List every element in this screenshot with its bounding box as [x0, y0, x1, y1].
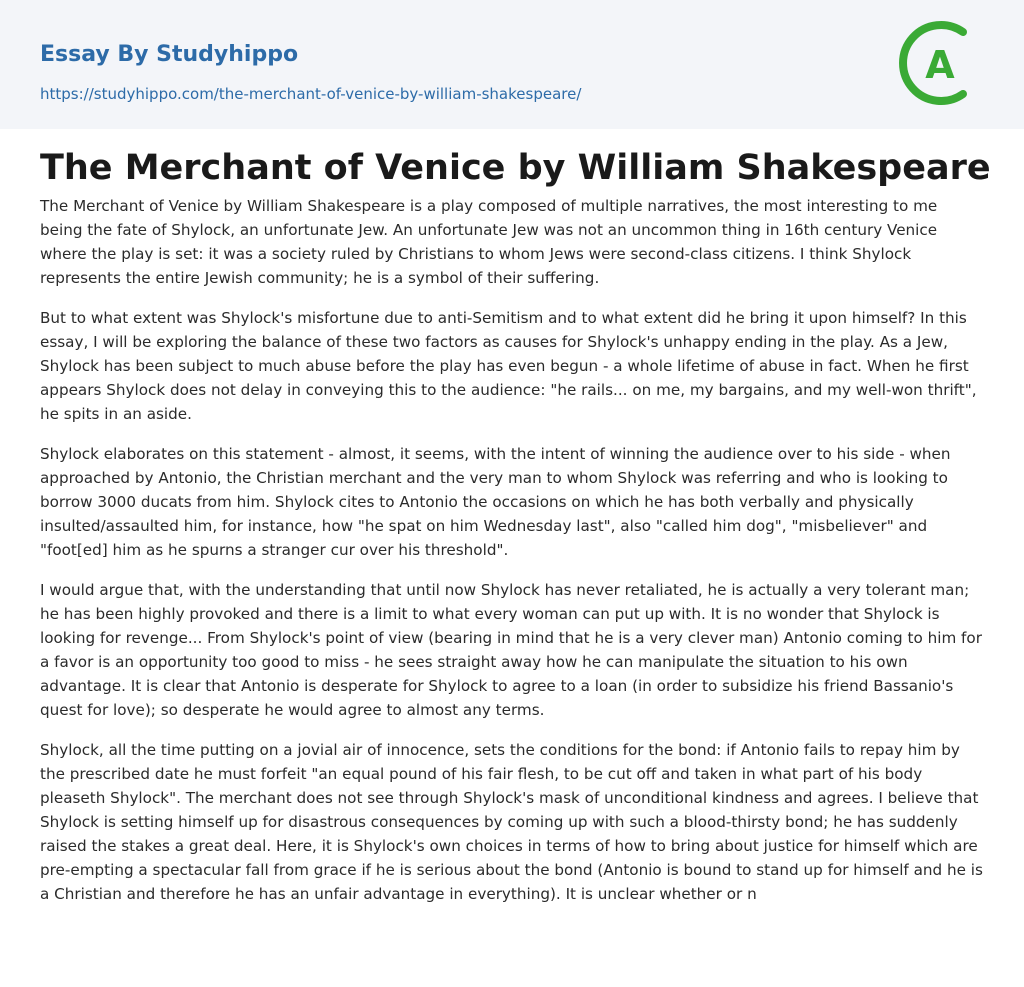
article-paragraph: I would argue that, with the understanding that until now Shylock has never retaliated, he is actually a very tolerant man; he has been highly provoked and there is a limit to what every woman can put up with. It is no wonder that Shylock is looking for revenge... From Shylock's point of view (bearing in mind that he is a very clever man) Antonio coming to him for a favor is an opportunity too good to miss - he sees straight away how he can manipulate the situation to his own advantage. It is clear that Antonio is desperate for Shylock to agree to a loan (in order to subsidize his friend Bassanio's quest for love); so desperate he would agree to almost any terms. [40, 581, 982, 719]
article-title: The Merchant of Venice by William Shakespeare [40, 148, 991, 188]
article-paragraph: Shylock, all the time putting on a jovial air of innocence, sets the conditions for the bond: if Antonio fails to repay him by the prescribed date he must forfeit "an equal pound of his fair flesh, to be cut off and taken in what part of his body pleaseth Shylock". The merchant does not see through Shylock's mask of unconditional kindness and agrees. I believe that Shylock is setting himself up for disastrous consequences by coming up with such a blood-thirsty bond; he has suddenly raised the stakes a great deal. Here, it is Shylock's own choices in terms of how to bring about justice for himself which are pre-empting a spectacular fall from grace if he is serious about the bond (Antonio is bound to stand up for himself and he is a Christian and therefore he has an unfair advantage in everything). It is unclear whether or n [40, 741, 983, 903]
logo-letter: A [925, 43, 955, 87]
article-paragraph: The Merchant of Venice by William Shakespeare is a play composed of multiple narratives, the most interesting to me being the fate of Shylock, an unfortunate Jew. An unfortunate Jew was not an uncommon thing in 16th century Venice where the play is set: it was a society ruled by Christians to whom Jews were second-class citizens. I think Shylock represents the entire Jewish community; he is a symbol of their suffering. [40, 197, 938, 287]
article-paragraph: Shylock elaborates on this statement - almost, it seems, with the intent of winning the audience over to his side - when approached by Antonio, the Christian merchant and the very man to whom Shylock was referring and who is looking to borrow 3000 ducats from him. Shylock cites to Antonio the occasions on which he has both verbally and physically insulted/assaulted him, for instance, how "he spat on him Wednesday last", also "called him dog", "misbeliever" and "foot[ed] him as he spurns a stranger cur over his threshold". [40, 445, 951, 559]
page-url-link[interactable]: https://studyhippo.com/the-merchant-of-venice-by-william-shakespeare/ [40, 85, 582, 103]
article-paragraph: But to what extent was Shylock's misfortune due to anti-Semitism and to what extent did he bring it upon himself? In this essay, I will be exploring the balance of these two factors as causes for Shylock's unhappy ending in the play. As a Jew, Shylock has been subject to much abuse before the play has even begun - a whole lifetime of abuse in fact. When he first appears Shylock does not delay in conveying this to the audience: "he rails... on me, my bargains, and my well-won thrift", he spits in an aside. [40, 309, 977, 423]
article-body [40, 194, 984, 922]
site-brand[interactable]: Essay By Studyhippo [40, 42, 299, 67]
